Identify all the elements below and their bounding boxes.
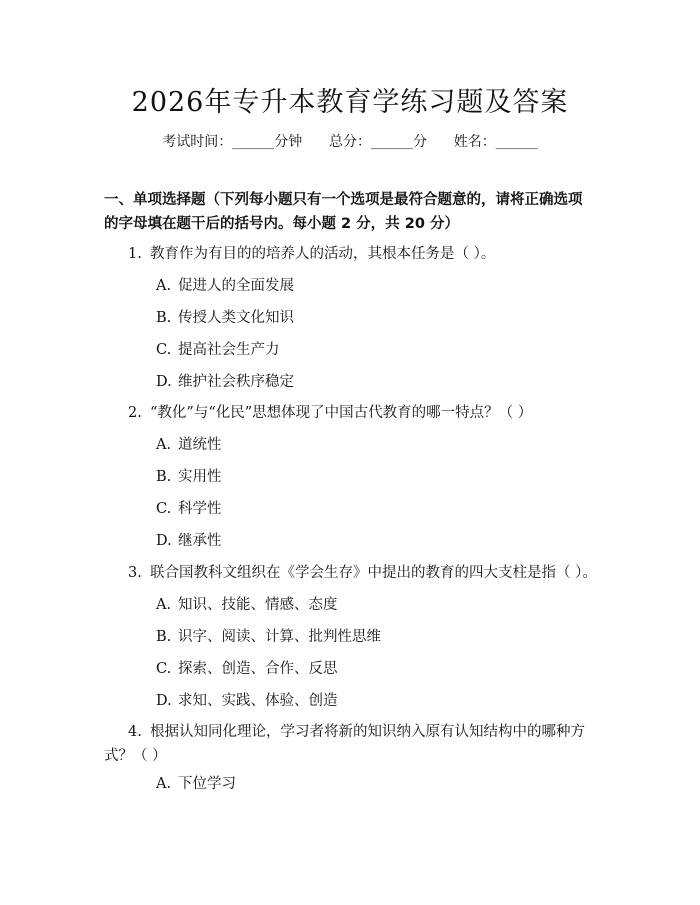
option-letter: A. [156,278,172,294]
option-text: 实用性 [178,469,222,485]
time-unit: 分钟 [274,134,303,150]
question-3 [104,561,599,585]
question-text: 根据认知同化理论，学习者将新的知识纳入原有认知结构中的哪种方式？（ ） [104,724,585,764]
option-text: 维护社会秩序稳定 [178,374,294,390]
option-text: 促进人的全面发展 [178,278,294,294]
option-text: 探索、创造、合作、反思 [178,661,338,677]
option-text: 提高社会生产力 [178,342,280,358]
option-letter: B. [156,469,172,485]
option-text: 求知、实践、体验、创造 [178,693,338,709]
option-letter: C. [156,501,172,517]
option-letter: B. [156,629,172,645]
score-unit: 分 [413,134,427,150]
section-heading: 一、单项选择题（下列每小题只有一个选项是最符合题意的，请将正确选项的字母填在题干后的括号内。每小题 2 分，共 20 分） [104,192,583,232]
time-blank: ______ [232,134,275,150]
option-1b [156,306,294,330]
option-3a [156,593,338,617]
option-letter: A. [156,776,172,792]
option-text: 道统性 [178,437,222,453]
option-letter: D. [156,374,172,390]
option-letter: A. [156,597,172,613]
page-title: 2026年专升本教育学练习题及答案 [131,87,569,118]
question-text: 联合国教科文组织在《学会生存》中提出的教育的四大支柱是指（ ）。 [150,565,597,581]
option-1a [156,274,294,298]
option-text: 下位学习 [178,776,236,792]
option-text: 识字、阅读、计算、批判性思维 [178,629,381,645]
question-number: 4. [128,724,142,740]
option-text: 知识、技能、情感、态度 [178,597,338,613]
question-text: “教化”与“化民”思想体现了中国古代教育的哪一特点？（ ） [150,405,533,421]
option-1c [156,338,280,362]
option-2a [156,433,222,457]
option-letter: C. [156,342,172,358]
option-text: 科学性 [178,501,222,517]
question-1 [104,242,599,266]
option-text: 传授人类文化知识 [178,310,294,326]
question-text: 教育作为有目的的培养人的活动，其根本任务是（ ）。 [150,246,496,262]
option-4a [156,772,236,796]
option-3b [156,625,381,649]
question-number: 1. [128,246,142,262]
option-1d [156,370,294,394]
question-number: 3. [128,565,142,581]
option-2c [156,497,222,521]
option-2b [156,465,222,489]
option-letter: A. [156,437,172,453]
question-4 [104,720,599,768]
option-3d [156,689,338,713]
question-2 [104,401,599,425]
option-2d [156,529,222,553]
option-letter: C. [156,661,172,677]
option-3c [156,657,338,681]
score-label: 总分： [329,134,371,150]
name-blank: ______ [495,134,538,150]
score-blank: ______ [371,134,413,150]
question-number: 2. [128,405,142,421]
exam-info-line [0,131,700,151]
option-letter: D. [156,693,172,709]
option-text: 继承性 [178,533,222,549]
name-label: 姓名： [453,134,496,150]
time-label: 考试时间： [162,134,233,150]
option-letter: B. [156,310,172,326]
option-letter: D. [156,533,172,549]
